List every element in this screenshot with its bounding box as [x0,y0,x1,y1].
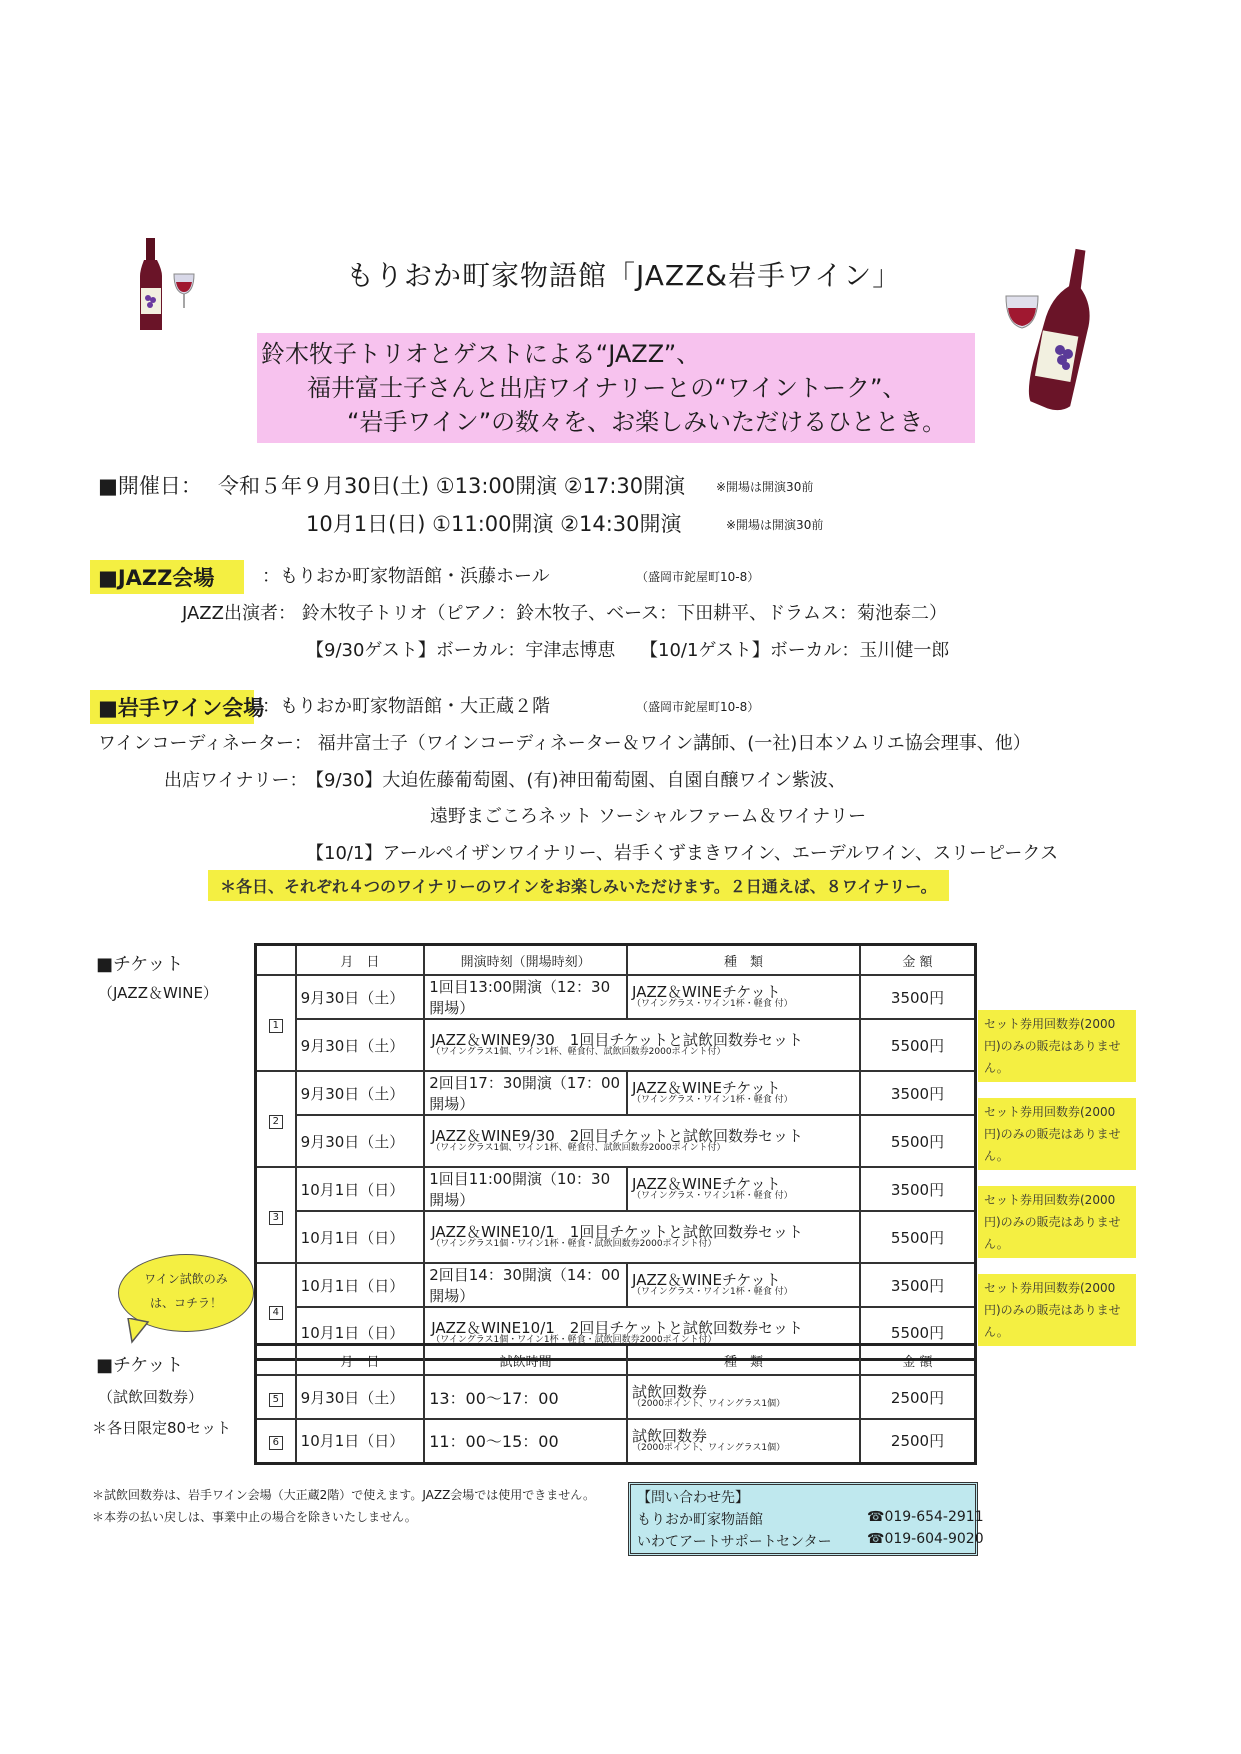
row-kind: JAZZ＆WINE10/1 1回目チケットと試飲回数券セット [431,1223,803,1241]
table-corner [256,945,296,976]
dates-day2: 10月1日(日) ①11:00開演 ②14:30開演 [306,512,682,536]
table-row [256,1211,976,1263]
row-kind-detail: （ワイングラス1個・ワイン1杯・軽食・試飲回数券2000ポイント付） [431,1239,717,1249]
footnote-2: ＊本券の払い戻しは、事業中止の場合を除きいたしません。 [92,1510,417,1524]
row-kind: 試飲回数券 [632,1383,708,1401]
group-number: 3 [269,1211,283,1225]
row-date: 9月30日（土） [296,975,425,1019]
tasting-ticket-table [254,1343,977,1465]
wine-bottle-illustration-right [1004,246,1114,416]
contact-org-1: もりおか町家物語館 [637,1512,763,1528]
group-number: 1 [269,1019,283,1033]
row-date: 9月30日（土） [296,1115,425,1167]
row-date: 10月1日（日） [296,1211,425,1263]
row-kind-detail: （ワイングラス・ワイン1杯・軽食 付） [632,1287,793,1297]
bubble-line-2: は、コチラ！ [149,1296,222,1310]
table-row [256,975,976,1019]
dates-day2-note: ※開場は開演30前 [726,518,824,532]
column-header-date: 月 日 [296,945,425,976]
jazz-venue-label: ■JAZZ会場 [90,560,244,594]
table-row [256,1263,976,1307]
row-kind-detail: （ワイングラス・ワイン1杯・軽食 付） [632,1191,793,1201]
row-date: 10月1日（日） [296,1419,425,1463]
table-row [256,1419,976,1463]
column-header-price: 金 額 [860,1345,976,1376]
table-row [256,1167,976,1211]
row-price: 3500円 [860,1167,976,1211]
row-time: 13：00〜17：00 [424,1375,627,1419]
column-header-time: 試飲時間 [424,1345,627,1376]
intro-banner [257,333,975,443]
table-row [256,1375,976,1419]
table-row [256,1019,976,1071]
column-header-kind: 種 類 [627,945,860,976]
wineries-0930-b: 遠野まごころネット ソーシャルファーム＆ワイナリー [430,806,867,827]
row-price: 5500円 [860,1115,976,1167]
row-kind: JAZZ＆WINE9/30 1回目チケットと試飲回数券セット [431,1031,803,1049]
row-kind-detail: （ワイングラス1個・ワイン1杯・軽食・試飲回数券2000ポイント付） [431,1334,717,1345]
row-kind: JAZZ＆WINEチケット [632,1175,781,1193]
set-note-2: セット券用回数券(2000円)のみの販売はありません。 [978,1098,1136,1170]
set-note-4: セット券用回数券(2000円)のみの販売はありません。 [978,1274,1136,1346]
row-price: 2500円 [860,1419,976,1463]
row-kind-detail: （ワイングラス1個、ワイン1杯、軽食付、試飲回数券2000ポイント付） [431,1047,726,1057]
column-header-date: 月 日 [296,1345,425,1376]
intro-line-3: “岩手ワイン”の数々を、お楽しみいただけるひととき。 [347,408,947,436]
bubble-line-1: ワイン試飲のみ [144,1272,228,1286]
wineries-label: 出店ワイナリー： [164,770,308,791]
tasting-limit-note: ＊各日限定80セット [92,1419,232,1437]
row-kind: JAZZ＆WINEチケット [632,1271,781,1289]
contact-tel-2: ☎019-604-9020 [867,1531,984,1547]
contact-box [628,1482,984,1556]
jazz-guest-0930: 【9/30ゲスト】ボーカル：宇津志博恵 [306,640,616,661]
group-number: 2 [269,1115,283,1129]
jazz-performers: JAZZ出演者： 鈴木牧子トリオ（ピアノ：鈴木牧子、ベース：下田耕平、ドラムス：菊池泰二） [182,603,947,624]
tasting-ticket-sublabel: （試飲回数券） [98,1388,204,1406]
row-price: 3500円 [860,1071,976,1115]
jazz-guest-1001: 【10/1ゲスト】ボーカル：玉川健一郎 [640,640,950,661]
table-corner [256,1345,296,1376]
column-header-time: 開演時刻（開場時刻） [424,945,627,976]
wine-venue-label: ■岩手ワイン会場 [90,690,254,724]
wineries-0930-a: 【9/30】大迫佐藤葡萄園、(有)神田葡萄園、自園自醸ワイン紫波、 [306,770,846,791]
jazz-venue-address: （盛岡市鉈屋町10-8） [636,570,760,584]
contact-tel-1: ☎019-654-2911 [867,1509,984,1525]
row-date: 10月1日（日） [296,1167,425,1211]
row-price: 2500円 [860,1375,976,1419]
table-row [256,1071,976,1115]
row-kind: JAZZ＆WINE10/1 2回目チケットと試飲回数券セット [431,1318,803,1337]
intro-line-1: 鈴木牧子トリオとゲストによる“JAZZ”、 [261,340,701,368]
bubble-tail [124,1318,154,1344]
row-price: 3500円 [860,975,976,1019]
dates-day1-note: ※開場は開演30前 [716,480,814,494]
wineries-1001: 【10/1】アールペイザンワイナリー、岩手くずまきワイン、エーデルワイン、スリーピークス [306,843,1059,864]
wineries-note: ＊各日、それぞれ４つのワイナリーのワインをお楽しみいただけます。２日通えば、８ワイナリー。 [208,870,949,901]
row-kind: JAZZ＆WINE9/30 2回目チケットと試飲回数券セット [431,1127,803,1145]
page-title: もりおか町家物語館「JAZZ&岩手ワイン」 [346,259,902,292]
row-date: 9月30日（土） [296,1071,425,1115]
row-kind: JAZZ＆WINEチケット [632,1079,781,1097]
jazz-venue-name: ：もりおか町家物語館・浜藤ホール [262,566,550,587]
ticket-sublabel: （JAZZ＆WINE） [98,984,218,1002]
wine-bottle-illustration-left [132,236,202,336]
row-kind-detail: （ワイングラス・ワイン1杯・軽食 付） [632,1095,793,1105]
row-time: 1回目11:00開演（10：30開場） [424,1167,627,1211]
wine-venue-name: ：もりおか町家物語館・大正蔵２階 [262,696,550,717]
dates-day1: 令和５年９月30日(土) ①13:00開演 ②17:30開演 [218,474,686,498]
row-date: 9月30日（土） [296,1019,425,1071]
row-date: 10月1日（日） [296,1263,425,1307]
contact-org-2: いわてアートサポートセンター [637,1534,832,1550]
intro-line-2: 福井富士子さんと出店ワイナリーとの“ワイントーク”、 [307,374,907,402]
group-number: 4 [269,1306,283,1320]
row-time: 11：00〜15：00 [424,1419,627,1463]
row-kind-detail: （ワイングラス1個、ワイン1杯、軽食付、試飲回数券2000ポイント付） [431,1143,726,1153]
row-kind-detail: （2000ポイント、ワイングラス1個） [632,1399,786,1409]
row-kind-detail: （ワイングラス・ワイン1杯・軽食 付） [632,999,793,1009]
row-date: 9月30日（土） [296,1375,425,1419]
wine-venue-address: （盛岡市鉈屋町10-8） [636,700,760,714]
column-header-price: 金 額 [860,945,976,976]
set-note-1: セット券用回数券(2000円)のみの販売はありません。 [978,1010,1136,1082]
row-kind: 試飲回数券 [632,1426,708,1445]
row-kind: JAZZ＆WINEチケット [632,983,781,1001]
row-price: 5500円 [860,1211,976,1263]
row-time: 2回目17：30開演（17：00開場） [424,1071,627,1115]
row-number: 5 [269,1393,283,1407]
contact-title: 【問い合わせ先】 [637,1490,749,1506]
wine-coordinator: ワインコーディネーター： 福井富士子（ワインコーディネーター＆ワイン講師、(一社)日本ソムリエ協会理事、他） [98,733,1031,754]
row-date: 10月1日（日） [296,1307,425,1359]
set-note-3: セット券用回数券(2000円)のみの販売はありません。 [978,1186,1136,1258]
dates-label: ■開催日： [98,474,202,498]
row-price: 5500円 [860,1019,976,1071]
ticket-label: ■チケット [96,954,184,975]
tasting-ticket-label: ■チケット [96,1355,184,1376]
jazz-wine-ticket-table [254,943,977,1361]
table-row [256,1115,976,1167]
footnote-1: ＊試飲回数券は、岩手ワイン会場（大正蔵2階）で使えます。JAZZ会場では使用できません。 [92,1488,596,1502]
row-price: 3500円 [860,1263,976,1307]
row-kind-detail: （2000ポイント、ワイングラス1個） [632,1442,786,1453]
column-header-kind: 種 類 [627,1345,860,1376]
row-price: 5500円 [860,1307,976,1359]
row-time: 1回目13:00開演（12：30開場） [424,975,627,1019]
row-time: 2回目14：30開演（14：00開場） [424,1263,627,1307]
row-number: 6 [269,1436,283,1450]
